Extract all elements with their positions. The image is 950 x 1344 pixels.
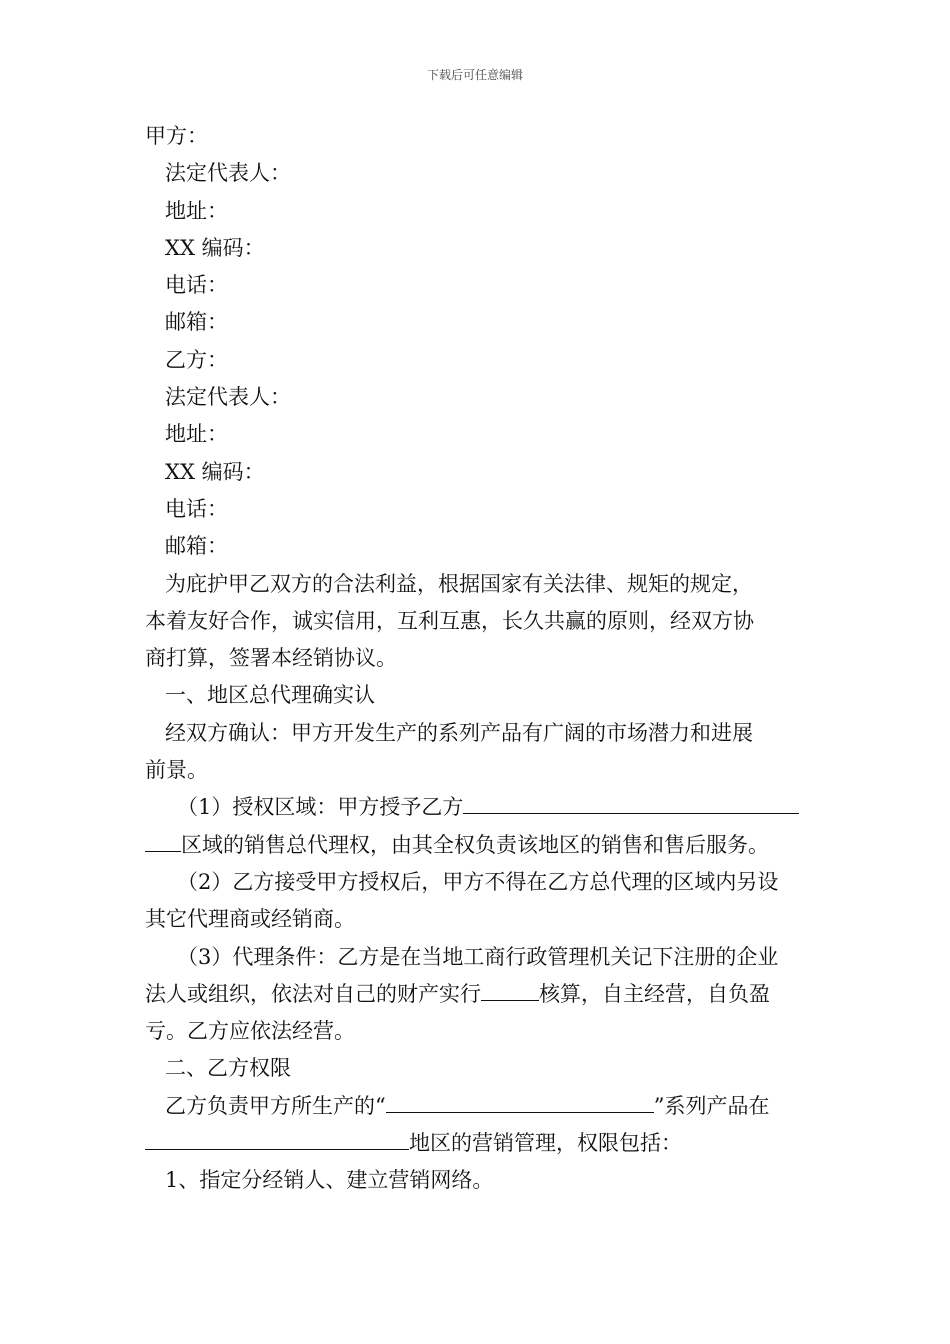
clause-2-line-2: 其它代理商或经销商。 xyxy=(145,907,355,932)
section-2-item-1: 1、指定分经销人、建立营销网络。 xyxy=(165,1168,494,1193)
section-1-title: 一、地区总代理确实认 xyxy=(165,683,375,708)
party-b-phone: 电话： xyxy=(165,496,228,521)
intro-line-1: 为庇护甲乙双方的合法利益，根据国家有关法律、规矩的规定， xyxy=(165,571,753,596)
party-b-representative: 法定代表人： xyxy=(165,385,291,410)
party-b-address: 地址： xyxy=(165,422,228,447)
clause-3-line-3: 亏。乙方应依法经营。 xyxy=(145,1019,355,1044)
blank-field-region[interactable] xyxy=(463,789,799,814)
blank-field-product[interactable] xyxy=(386,1088,654,1113)
section-2-title: 二、乙方权限 xyxy=(165,1056,291,1081)
clause-3-line-1: （3）代理条件：乙方是在当地工商行政管理机关记下注册的企业 xyxy=(177,944,779,969)
intro-line-2: 本着友好合作，诚实信用，互利互惠，长久共赢的原则，经双方协 xyxy=(145,608,754,633)
party-a-address: 地址： xyxy=(165,198,228,223)
party-b-email: 邮箱： xyxy=(165,534,228,559)
party-a-representative: 法定代表人： xyxy=(165,161,291,186)
section-2-text-cont: ”系列产品在 xyxy=(653,1093,770,1118)
clause-2-line-1: （2）乙方接受甲方授权后，甲方不得在乙方总代理的区域内另设 xyxy=(177,869,779,894)
agreement-body xyxy=(145,118,807,1200)
blank-field-area[interactable] xyxy=(145,1125,409,1150)
clause-3-line-2 xyxy=(145,976,807,1013)
blank-field-accounting[interactable] xyxy=(481,976,539,1001)
clause-1-line-1 xyxy=(145,789,807,826)
section-2-text: 乙方负责甲方所生产的“ xyxy=(165,1093,386,1118)
section-1-paragraph-line-2: 前景。 xyxy=(145,758,208,783)
section-2-paragraph-line-2 xyxy=(145,1125,807,1162)
intro-line-3: 商打算，签署本经销协议。 xyxy=(145,646,397,671)
section-2-paragraph-line-1 xyxy=(145,1088,807,1125)
party-a-email: 邮箱： xyxy=(165,310,228,335)
clause-3-text-cont: 核算，自主经营，自负盈 xyxy=(539,981,770,1006)
party-b-postcode: XX 编码： xyxy=(165,459,265,484)
party-a-phone: 电话： xyxy=(165,273,228,298)
clause-1-line-2 xyxy=(145,827,807,864)
clause-1-text-cont: 区域的销售总代理权，由其全权负责该地区的销售和售后服务。 xyxy=(181,832,769,857)
party-a-label: 甲方： xyxy=(145,124,208,148)
section-1-paragraph-line-1: 经双方确认：甲方开发生产的系列产品有广阔的市场潜力和进展 xyxy=(165,720,753,745)
clause-3-text: 法人或组织，依法对自己的财产实行 xyxy=(145,981,481,1006)
page-header-note: 下载后可任意编辑 xyxy=(426,68,523,82)
section-2-text-area: 地区的营销管理，权限包括： xyxy=(409,1131,682,1156)
party-a-postcode: XX 编码： xyxy=(165,235,265,260)
party-b-label: 乙方： xyxy=(165,347,228,372)
clause-1-text: （1）授权区域：甲方授予乙方 xyxy=(177,795,464,820)
blank-field-region-cont[interactable] xyxy=(145,827,181,852)
